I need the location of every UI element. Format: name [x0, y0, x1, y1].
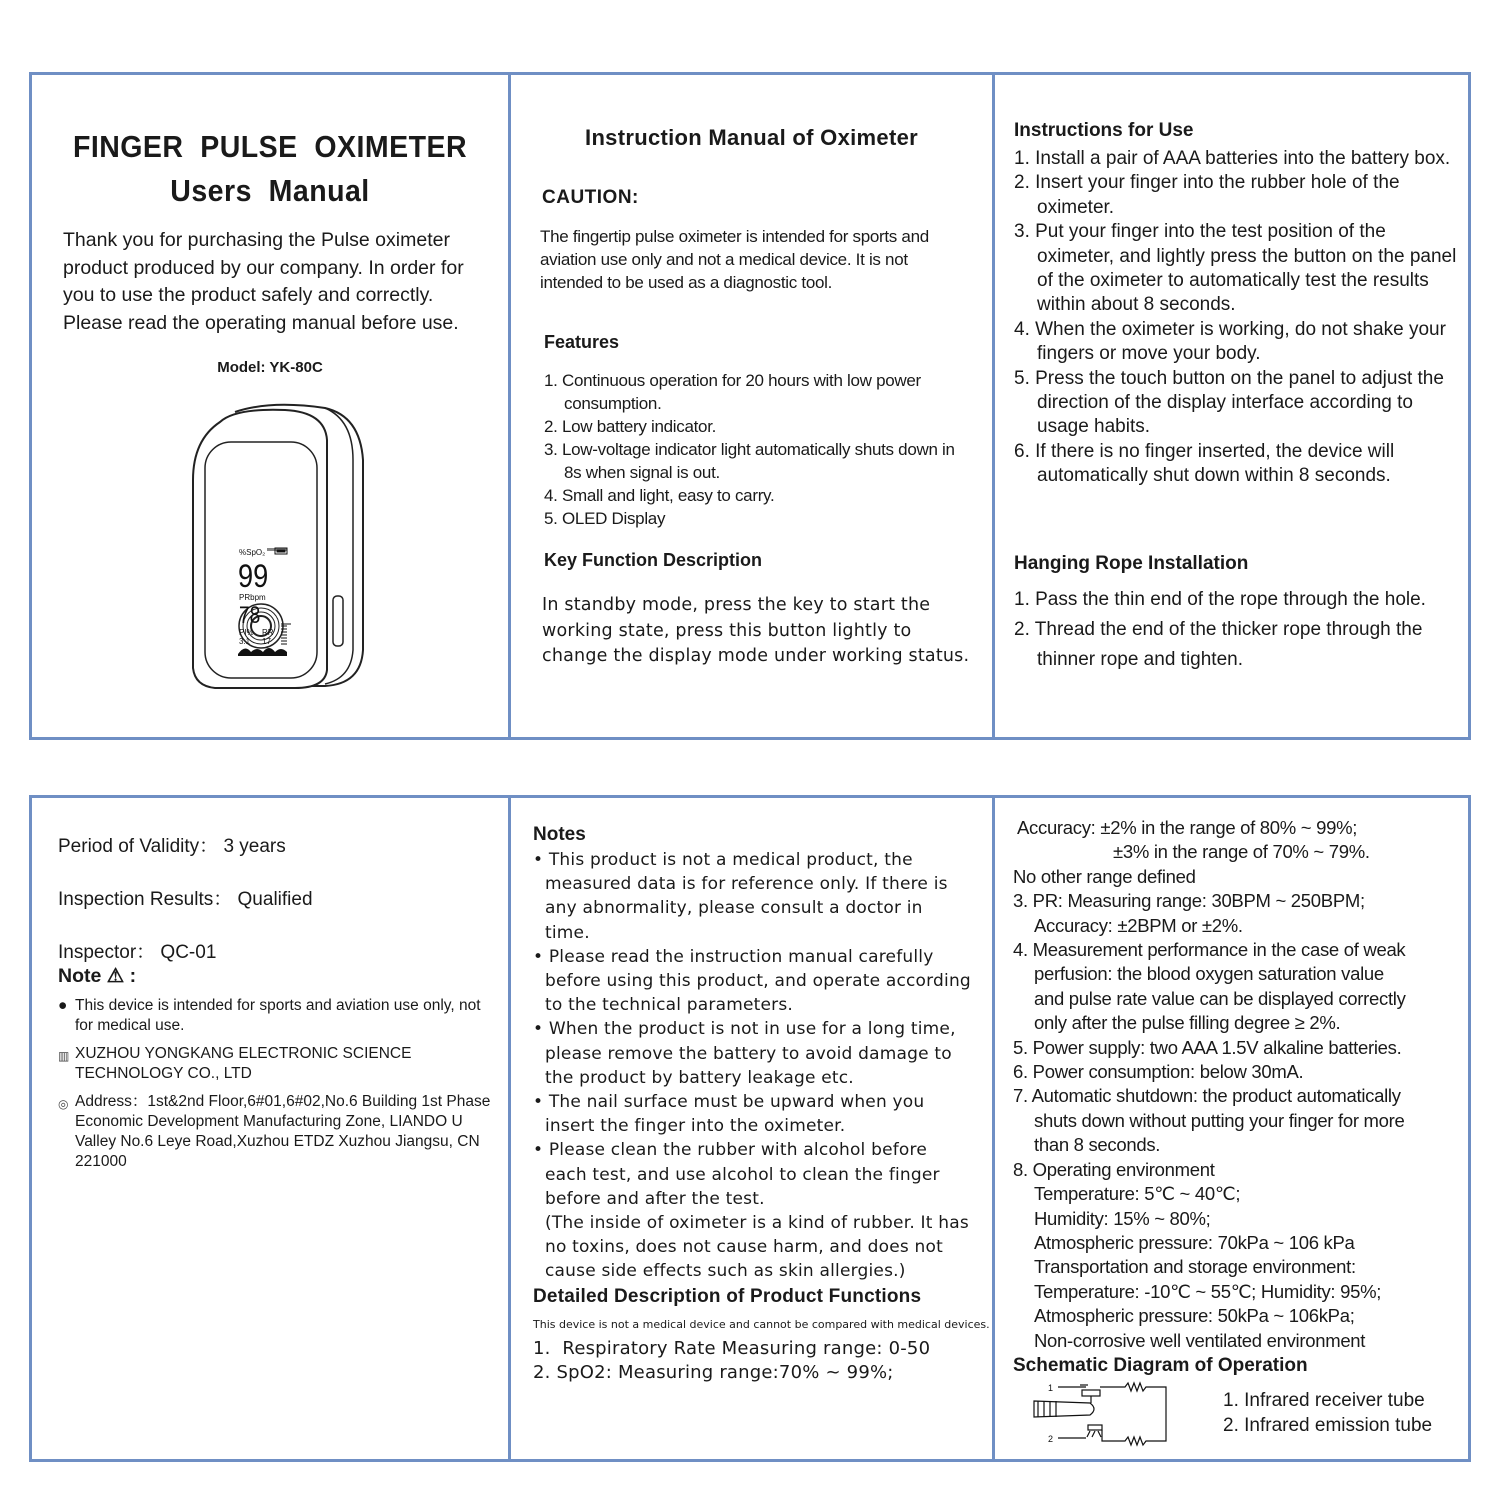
list-item: 1. Pass the thin end of the rope through the hole.: [1014, 588, 1426, 610]
legend-item: 1. Infrared receiver tube: [1223, 1390, 1425, 1411]
features-list: [544, 369, 964, 530]
spec-line: 6. Power consumption: below 30mA.: [1013, 1061, 1304, 1083]
list-item: • When the product is not in use for a long time, please remove the battery to avoid damage to the product by battery leakage etc.: [533, 1019, 956, 1088]
rope-title: Hanging Rope Installation: [1014, 552, 1249, 574]
spec-line: only after the pulse filling degree ≥ 2%.: [1034, 1012, 1341, 1034]
location-pin-icon: ◎: [58, 1097, 69, 1111]
schematic-legend: [1223, 1388, 1432, 1438]
list-item: 2. Thread the end of the thicker rope through the thinner rope and tighten.: [1014, 618, 1423, 670]
spec-line: Humidity: 15% ~ 80%;: [1034, 1207, 1211, 1229]
spec-line: 3. PR: Measuring range: 30BPM ~ 250BPM;: [1013, 890, 1365, 912]
list-item: • Please read the instruction manual carefully before using this product, and operate according to the technical parameters.: [533, 946, 971, 1016]
list-item: 5. OLED Display: [544, 509, 666, 528]
spec-line: Temperature: 5℃ ~ 40℃;: [1034, 1183, 1241, 1205]
specs-list: [1013, 816, 1468, 1353]
spec-line: and pulse rate value can be displayed correctly: [1034, 987, 1406, 1009]
spec-line: 4. Measurement performance in the case of weak: [1013, 939, 1406, 961]
bottom-sheet: [29, 795, 1471, 1462]
note-item: [58, 996, 498, 1036]
list-item: 1. Respiratory Rate Measuring range: 0-50: [533, 1337, 931, 1359]
spec-line: No other range defined: [1013, 865, 1196, 887]
list-item: 2. SpO2: Measuring range:70% ~ 99%;: [533, 1361, 894, 1383]
caution-title: CAUTION:: [542, 187, 639, 208]
inspector-text: Inspector： QC-01: [58, 942, 217, 963]
caution-text: The fingertip pulse oximeter is intended for sports and aviation use only and not a medical device. It is not intended to be used as a diagnostic tool.: [540, 227, 929, 292]
cover-title-line2: Users Manual: [170, 173, 370, 208]
note-title: Note ⚠︎ :: [58, 965, 137, 987]
list-item: 2. Insert your finger into the rubber hole of the oximeter.: [1014, 172, 1400, 218]
spec-line: perfusion: the blood oxygen saturation value: [1034, 963, 1384, 985]
list-item: 5. Press the touch button on the panel to adjust the direction of the display interface according to usage habits.: [1014, 367, 1444, 438]
rubber-note: (The inside of oximeter is a kind of rubber. It has no toxins, does not cause harm, and does not cause side effects such as skin allergies.): [545, 1213, 969, 1282]
schematic-title: Schematic Diagram of Operation: [1013, 1354, 1308, 1376]
spec-line: Transportation and storage environment:: [1034, 1256, 1356, 1278]
manual-panel: [508, 75, 992, 737]
specs-panel: [992, 798, 1468, 1459]
bullet-icon: ●: [58, 997, 68, 1014]
screen-rr-label: RR: [262, 628, 274, 637]
screen-spo2-value: 99: [238, 558, 269, 595]
list-item: • This product is not a medical product, the measured data is for reference only. If there is any abnormality, please consult a doctor in time.: [533, 850, 948, 943]
key-function-title: Key Function Description: [544, 550, 763, 570]
features-title: Features: [544, 332, 620, 352]
instructions-panel: [992, 75, 1468, 737]
list-item: 1. Continuous operation for 20 hours with low power consumption.: [544, 371, 921, 413]
list-item: 3. Put your finger into the test position of the oximeter, and lightly press the button on the panel of the oximeter to automatically test the results within about 8 seconds.: [1014, 221, 1457, 316]
screen-rr-value: 17: [262, 637, 271, 646]
detail-title: Detailed Description of Product Functions: [533, 1285, 922, 1307]
list-item: 3. Low-voltage indicator light automatically shuts down in 8s when signal is out.: [544, 440, 955, 482]
cover-panel: [32, 75, 508, 737]
screen-spo2-label: %SpO₂: [239, 548, 266, 557]
screen-pi-label: PI%: [239, 628, 254, 637]
company-name: XUZHOU YONGKANG ELECTRONIC SCIENCE TECHNOLOGY CO., LTD: [75, 1045, 412, 1082]
spec-line: Non-corrosive well ventilated environment: [1034, 1329, 1366, 1351]
rope-list: [1014, 585, 1464, 675]
notes-panel: [508, 798, 992, 1459]
spec-line: shuts down without putting your finger for more: [1034, 1109, 1405, 1131]
company-block: [58, 1044, 498, 1084]
schematic-diagram: [1030, 1381, 1180, 1449]
cover-title: [51, 125, 489, 213]
model-label: Model: YK-80C: [217, 359, 323, 376]
spec-line: ±3% in the range of 70% ~ 79%.: [1113, 841, 1370, 863]
list-item: 2. Low battery indicator.: [544, 417, 717, 436]
cover-intro: Thank you for purchasing the Pulse oximeter product produced by our company. In order for you to use the product safely and correctly. Please read the operating manual before use.: [63, 229, 464, 334]
screen-pr-value: 78: [239, 600, 261, 629]
legend-item: 2. Infrared emission tube: [1223, 1415, 1433, 1436]
spec-line: 7. Automatic shutdown: the product automatically: [1013, 1085, 1401, 1107]
note-text: This device is intended for sports and aviation use only, not for medical use.: [75, 997, 481, 1034]
notes-title: Notes: [533, 824, 586, 845]
spec-line: than 8 seconds.: [1034, 1134, 1161, 1156]
building-icon: ▥: [58, 1049, 70, 1063]
spec-line: 5. Power supply: two AAA 1.5V alkaline batteries.: [1013, 1036, 1402, 1058]
address-text: Address：1st&2nd Floor,6#01,6#02,No.6 Building 1st Phase Economic Development Manufacturing Zone, LIANDO U Valley No.6 Leye Road,Xuzhou ETDZ Xuzhou Jiangsu, CN 221000: [75, 1093, 491, 1170]
list-item: • The nail surface must be upward when you insert the finger into the oximeter.: [533, 1092, 925, 1137]
oximeter-illustration: [175, 400, 365, 690]
cover-title-line1: FINGER PULSE OXIMETER: [72, 129, 468, 164]
detail-disclaimer: This device is not a medical device and cannot be compared with medical devices.: [533, 1317, 990, 1331]
address-block: [58, 1092, 498, 1172]
instructions-list: [1014, 147, 1464, 489]
spec-line: Accuracy: ±2BPM or ±2%.: [1034, 914, 1243, 936]
manual-title: Instruction Manual of Oximeter: [585, 125, 918, 150]
spec-line: Atmospheric pressure: 70kPa ~ 106 kPa: [1034, 1231, 1355, 1253]
list-item: 4. Small and light, easy to carry.: [544, 486, 775, 505]
spec-line: Atmospheric pressure: 50kPa ~ 106kPa;: [1034, 1305, 1355, 1327]
instructions-title: Instructions for Use: [1014, 120, 1194, 141]
spec-line: Accuracy: ±2% in the range of 80% ~ 99%;: [1017, 817, 1358, 838]
notes-list: [533, 848, 973, 1284]
info-panel: [32, 798, 508, 1459]
list-item: • Please clean the rubber with alcohol before each test, and use alcohol to clean the finger before and after the test.: [533, 1140, 940, 1209]
schematic-num-1: 1: [1048, 1383, 1054, 1393]
spec-line: 8. Operating environment: [1013, 1158, 1215, 1180]
list-item: 6. If there is no finger inserted, the device will automatically shut down within 8 seconds.: [1014, 440, 1395, 487]
inspection-text: Inspection Results： Qualified: [58, 889, 313, 910]
screen-pr-label: PRbpm: [239, 593, 266, 602]
screen-pi-value: 3.1: [239, 637, 251, 646]
spec-line: Temperature: -10℃ ~ 55℃; Humidity: 95%;: [1034, 1280, 1382, 1302]
list-item: 4. When the oximeter is working, do not shake your fingers or move your body.: [1014, 318, 1446, 365]
key-function-text: In standby mode, press the key to start the working state, press this button lightly to change the display mode under working status.: [542, 595, 970, 666]
top-sheet: [29, 72, 1471, 740]
list-item: 1. Install a pair of AAA batteries into the battery box.: [1014, 148, 1451, 169]
validity-text: Period of Validity： 3 years: [58, 836, 286, 857]
detail-list: [533, 1337, 992, 1385]
schematic-num-2: 2: [1048, 1434, 1054, 1444]
